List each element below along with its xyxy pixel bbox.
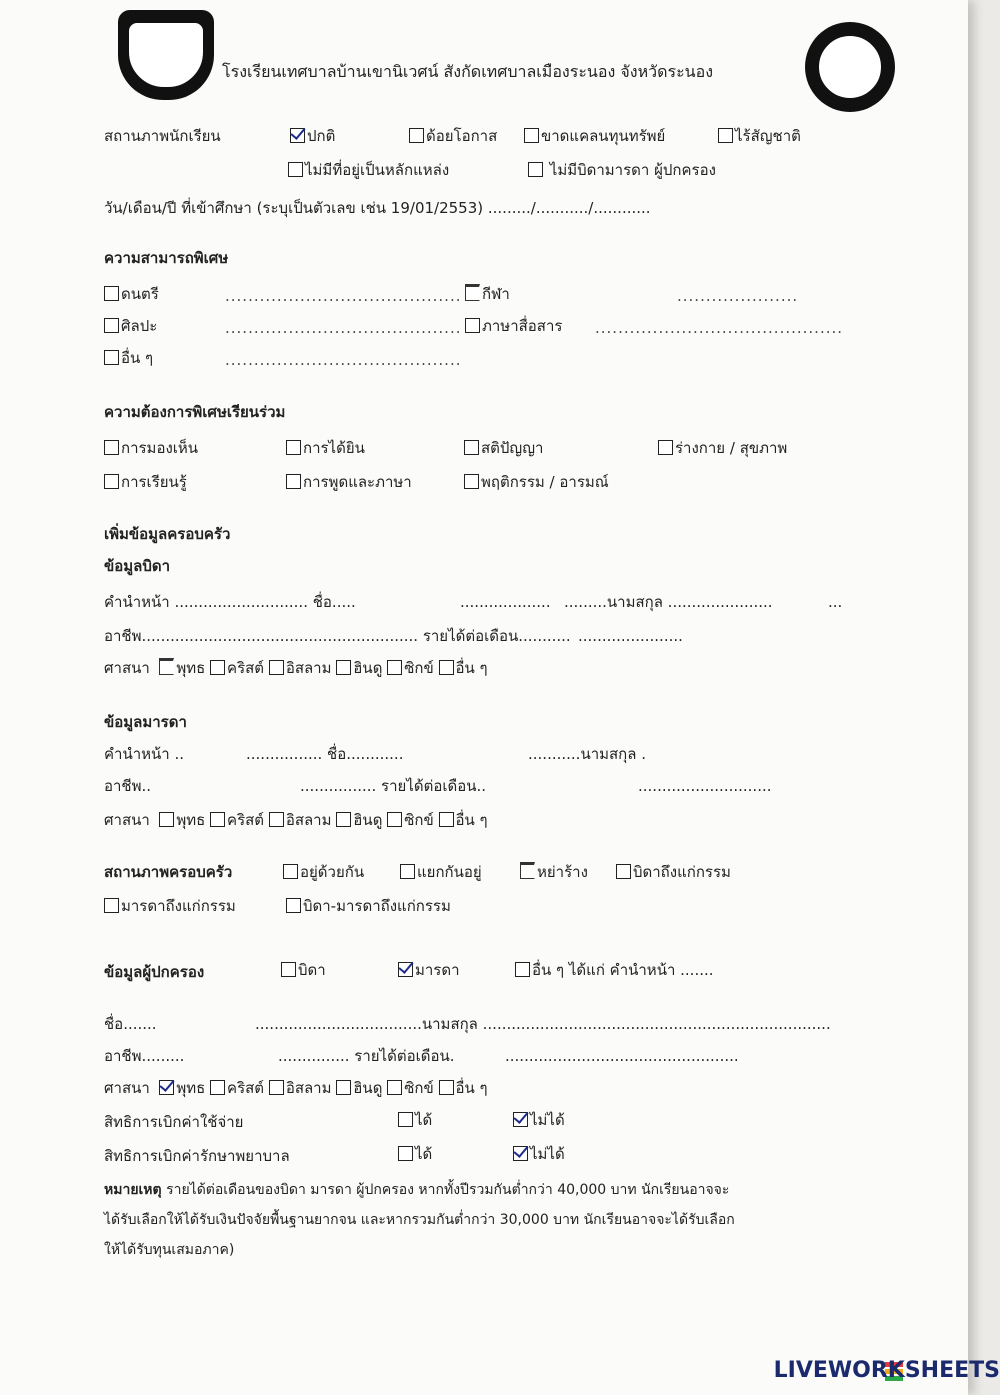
guardian-father[interactable] xyxy=(281,960,326,980)
religion-islam: อิสลาม xyxy=(285,811,332,829)
note-text: รายได้ต่อเดือนของบิดา มารดา ผู้ปกครอง หากทั้งปีรวมกันต่ำกว่า 40,000 บาท นักเรียนอาจจะ xyxy=(161,1182,730,1198)
checkbox[interactable] xyxy=(104,318,119,333)
checkbox[interactable] xyxy=(387,660,402,675)
religion-hindu: ฮินดู xyxy=(353,659,383,677)
needs-physical[interactable] xyxy=(658,438,787,458)
mother-title: ข้อมูลมารดา xyxy=(104,713,187,731)
guardian-other[interactable] xyxy=(515,960,714,980)
checkbox[interactable] xyxy=(269,1080,284,1095)
status-label: สถานภาพนักเรียน xyxy=(104,127,221,145)
option-label: ไม่มีบิดามารดา ผู้ปกครอง xyxy=(549,161,716,179)
checkbox[interactable] xyxy=(210,1080,225,1095)
checkbox[interactable] xyxy=(513,1112,528,1127)
guardian-income-line[interactable]: ............... รายได้ต่อเดือน. xyxy=(278,1047,455,1065)
checkbox[interactable] xyxy=(398,1146,413,1161)
option-label: บิดา xyxy=(298,961,326,979)
ability-art[interactable] xyxy=(104,316,157,336)
ability-sport[interactable] xyxy=(465,284,510,304)
religion-buddhist: พุทธ xyxy=(176,811,206,829)
checkbox[interactable] xyxy=(398,962,413,977)
option-label: ไม่ได้ xyxy=(530,1145,565,1163)
option-label: ศิลปะ xyxy=(121,317,158,335)
father-prefix-name-line[interactable]: คำนำหน้า ............................ ชื่อ..... xyxy=(104,593,356,611)
option-label: การมองเห็น xyxy=(121,439,199,457)
father-religion xyxy=(104,658,488,678)
checkbox[interactable] xyxy=(439,1080,454,1095)
checkbox[interactable] xyxy=(409,128,424,143)
family-status-title: สถานภาพครอบครัว xyxy=(104,863,233,881)
ability-language[interactable] xyxy=(465,316,562,336)
option-label: การเรียนรู้ xyxy=(121,473,187,491)
religion-buddhist: พุทธ xyxy=(176,1079,206,1097)
ability-art-line[interactable]: ......................................... xyxy=(225,319,462,337)
guardian-prefix-line[interactable]: ได้แก่ คำนำหน้า ....... xyxy=(568,961,714,979)
status-option-poor[interactable] xyxy=(524,126,665,146)
expense-right-label: สิทธิการเบิกค่าใช้จ่าย xyxy=(104,1113,244,1131)
note-label: หมายเหตุ xyxy=(104,1182,162,1198)
ability-language-line[interactable]: ........................................... xyxy=(595,319,844,337)
guardian-name-line[interactable]: ชื่อ....... xyxy=(104,1015,157,1033)
status-option-homeless[interactable] xyxy=(288,160,449,180)
ability-music-line[interactable]: ......................................... xyxy=(225,287,462,305)
option-label: สติปัญญา xyxy=(481,439,544,457)
family-title: เพิ่มข้อมูลครอบครัว xyxy=(104,525,231,543)
checkbox[interactable] xyxy=(528,162,543,177)
guardian-surname-line[interactable]: ...................................นามสกุล ......................................................................... xyxy=(255,1015,831,1033)
mother-income-end[interactable]: ............................ xyxy=(638,777,772,795)
religion-sikh: ซิกข์ xyxy=(404,1079,434,1097)
religion-christian: คริสต์ xyxy=(227,811,265,829)
religion-islam: อิสลาม xyxy=(285,1079,332,1097)
checkbox[interactable] xyxy=(513,1146,528,1161)
note-line-3: ให้ได้รับทุนเสมอภาค) xyxy=(104,1242,235,1258)
religion-label: ศาสนา xyxy=(104,1079,150,1097)
option-label: ได้ xyxy=(415,1111,433,1129)
checkbox[interactable] xyxy=(465,318,480,333)
mother-prefix-line[interactable]: คำนำหน้า .. xyxy=(104,745,185,763)
religion-sikh: ซิกข์ xyxy=(404,811,434,829)
father-job-income-line[interactable]: อาชีพ.......................................................... รายได้ต่อเดือน........... xyxy=(104,627,571,645)
medical-cannot[interactable] xyxy=(513,1144,565,1164)
checkbox[interactable] xyxy=(269,660,284,675)
municipality-seal xyxy=(805,22,895,112)
status-option-no-parents[interactable] xyxy=(528,160,716,180)
religion-other: อื่น ๆ xyxy=(455,659,488,677)
option-label: ด้อยโอกาส xyxy=(426,127,498,145)
option-label: กีฬา xyxy=(482,285,510,303)
option-label: มารดา xyxy=(415,961,460,979)
mother-surname-line[interactable]: ...........นามสกุล . xyxy=(528,745,646,763)
checkbox[interactable] xyxy=(104,898,119,913)
special-needs-title: ความต้องการพิเศษเรียนร่วม xyxy=(104,403,286,421)
checkbox[interactable] xyxy=(524,128,539,143)
family-status-both-deceased[interactable] xyxy=(286,896,451,916)
checkbox[interactable] xyxy=(283,864,298,879)
special-ability-title: ความสามารถพิเศษ xyxy=(104,249,229,267)
option-label: ดนตรี xyxy=(121,285,159,303)
religion-label: ศาสนา xyxy=(104,659,150,677)
guardian-mother[interactable] xyxy=(398,960,460,980)
option-label: อื่น ๆ xyxy=(532,961,565,979)
option-label: การได้ยิน xyxy=(303,439,365,457)
family-status-separated[interactable] xyxy=(400,862,482,882)
needs-hearing[interactable] xyxy=(286,438,365,458)
checkbox[interactable] xyxy=(336,1080,351,1095)
status-option-disadvantaged[interactable] xyxy=(409,126,497,146)
father-name-line[interactable]: ................... xyxy=(460,593,551,611)
option-label: ขาดแคลนทุนทรัพย์ xyxy=(541,127,666,145)
father-surname-line[interactable]: .........นามสกุล ...................... xyxy=(564,593,773,611)
medical-can[interactable] xyxy=(398,1144,432,1164)
checkbox[interactable] xyxy=(210,812,225,827)
option-label: มารดาถึงแก่กรรม xyxy=(121,897,236,915)
guardian-religion xyxy=(104,1078,488,1098)
guardian-title: ข้อมูลผู้ปกครอง xyxy=(104,963,205,981)
checkbox[interactable] xyxy=(658,440,673,455)
option-label: ได้ xyxy=(415,1145,433,1163)
entry-date-field[interactable]: วัน/เดือน/ปี ที่เข้าศึกษา (ระบุเป็นตัวเลข เช่น 19/01/2553) ........./.........../............ xyxy=(104,199,651,217)
religion-buddhist: พุทธ xyxy=(176,659,206,677)
checkbox[interactable] xyxy=(104,474,119,489)
option-label: การพูดและภาษา xyxy=(303,473,412,491)
checkbox[interactable] xyxy=(464,440,479,455)
option-label: แยกกันอยู่ xyxy=(417,863,482,881)
status-option-stateless[interactable] xyxy=(718,126,801,146)
mother-religion xyxy=(104,810,488,830)
checkbox[interactable] xyxy=(464,474,479,489)
ability-music[interactable] xyxy=(104,284,159,304)
option-label: อยู่ด้วยกัน xyxy=(300,863,365,881)
religion-christian: คริสต์ xyxy=(227,1079,265,1097)
checkbox[interactable] xyxy=(281,962,296,977)
checkbox[interactable] xyxy=(286,898,301,913)
needs-vision[interactable] xyxy=(104,438,198,458)
option-label: บิดา-มารดาถึงแก่กรรม xyxy=(303,897,451,915)
ability-other-line[interactable]: ......................................... xyxy=(225,351,462,369)
option-label: ไร้สัญชาติ xyxy=(735,127,801,145)
checkbox[interactable] xyxy=(159,1080,174,1095)
checkbox[interactable] xyxy=(288,162,303,177)
checkbox[interactable] xyxy=(290,128,305,143)
religion-other: อื่น ๆ xyxy=(455,1079,488,1097)
expense-can[interactable] xyxy=(398,1110,432,1130)
needs-intellect[interactable] xyxy=(464,438,543,458)
expense-cannot[interactable] xyxy=(513,1110,565,1130)
checkbox[interactable] xyxy=(439,660,454,675)
religion-christian: คริสต์ xyxy=(227,659,265,677)
option-label: ร่างกาย / สุขภาพ xyxy=(675,439,788,457)
needs-speech[interactable] xyxy=(286,472,412,492)
option-label: ไม่มีที่อยู่เป็นหลักแหล่ง xyxy=(305,161,450,179)
family-status-father-deceased[interactable] xyxy=(616,862,731,882)
checkbox[interactable] xyxy=(439,812,454,827)
checkbox[interactable] xyxy=(336,660,351,675)
checkbox[interactable] xyxy=(104,440,119,455)
religion-hindu: ฮินดู xyxy=(353,1079,383,1097)
checkbox[interactable] xyxy=(515,962,530,977)
option-label: หย่าร้าง xyxy=(537,863,588,881)
school-name: โรงเรียนเทศบาลบ้านเขานิเวศน์ สังกัดเทศบาลเมืองระนอง จังหวัดระนอง xyxy=(222,62,714,81)
medical-right-label: สิทธิการเบิกค่ารักษาพยาบาล xyxy=(104,1147,290,1165)
checkbox[interactable] xyxy=(387,1080,402,1095)
mother-job-line[interactable]: อาชีพ.. xyxy=(104,777,152,795)
checkbox[interactable] xyxy=(104,350,119,365)
option-label: อื่น ๆ xyxy=(121,349,154,367)
checkbox[interactable] xyxy=(718,128,733,143)
checkbox[interactable] xyxy=(398,1112,413,1127)
note-line-1 xyxy=(104,1180,729,1200)
father-income-line[interactable]: ...................... xyxy=(578,627,683,645)
mother-name-line[interactable]: ................ ชื่อ............ xyxy=(246,745,404,763)
religion-label: ศาสนา xyxy=(104,811,150,829)
religion-islam: อิสลาม xyxy=(285,659,332,677)
religion-sikh: ซิกข์ xyxy=(404,659,434,677)
needs-behavior[interactable] xyxy=(464,472,609,492)
ability-sport-line[interactable]: ..................... xyxy=(677,287,799,305)
checkbox[interactable] xyxy=(286,474,301,489)
option-label: บิดาถึงแก่กรรม xyxy=(633,863,731,881)
option-label: ภาษาสื่อสาร xyxy=(482,317,563,335)
note-line-2: ได้รับเลือกให้ได้รับเงินปัจจัยพื้นฐานยากจน และหากรวมกันต่ำกว่า 30,000 บาท นักเรียนอาจจะได้รับเลือก xyxy=(104,1212,735,1228)
option-label: ปกติ xyxy=(307,127,336,145)
checkbox[interactable] xyxy=(286,440,301,455)
checkbox[interactable] xyxy=(269,812,284,827)
ability-other[interactable] xyxy=(104,348,153,368)
option-label: ไม่ได้ xyxy=(530,1111,565,1129)
checkbox[interactable] xyxy=(159,658,174,675)
mother-income-line[interactable]: ................ รายได้ต่อเดือน.. xyxy=(300,777,487,795)
father-title: ข้อมูลบิดา xyxy=(104,557,171,575)
checkbox[interactable] xyxy=(465,284,480,301)
option-label: พฤติกรรม / อารมณ์ xyxy=(481,473,609,491)
guardian-job-line[interactable]: อาชีพ......... xyxy=(104,1047,185,1065)
family-status-divorced[interactable] xyxy=(520,862,588,882)
school-logo xyxy=(118,10,214,100)
family-status-mother-deceased[interactable] xyxy=(104,896,236,916)
checkbox[interactable] xyxy=(210,660,225,675)
checkbox[interactable] xyxy=(387,812,402,827)
father-surname-end: ... xyxy=(828,593,843,611)
guardian-income-end[interactable]: ................................................. xyxy=(505,1047,739,1065)
religion-other: อื่น ๆ xyxy=(455,811,488,829)
status-option-normal[interactable] xyxy=(290,126,335,146)
religion-hindu: ฮินดู xyxy=(353,811,383,829)
checkbox[interactable] xyxy=(104,286,119,301)
checkbox[interactable] xyxy=(400,864,415,879)
checkbox[interactable] xyxy=(159,812,174,827)
checkbox[interactable] xyxy=(520,862,535,879)
checkbox[interactable] xyxy=(616,864,631,879)
family-status-together[interactable] xyxy=(283,862,364,882)
watermark-text: LIVEWORKSHEETS xyxy=(773,1358,1000,1383)
checkbox[interactable] xyxy=(336,812,351,827)
needs-learning[interactable] xyxy=(104,472,187,492)
